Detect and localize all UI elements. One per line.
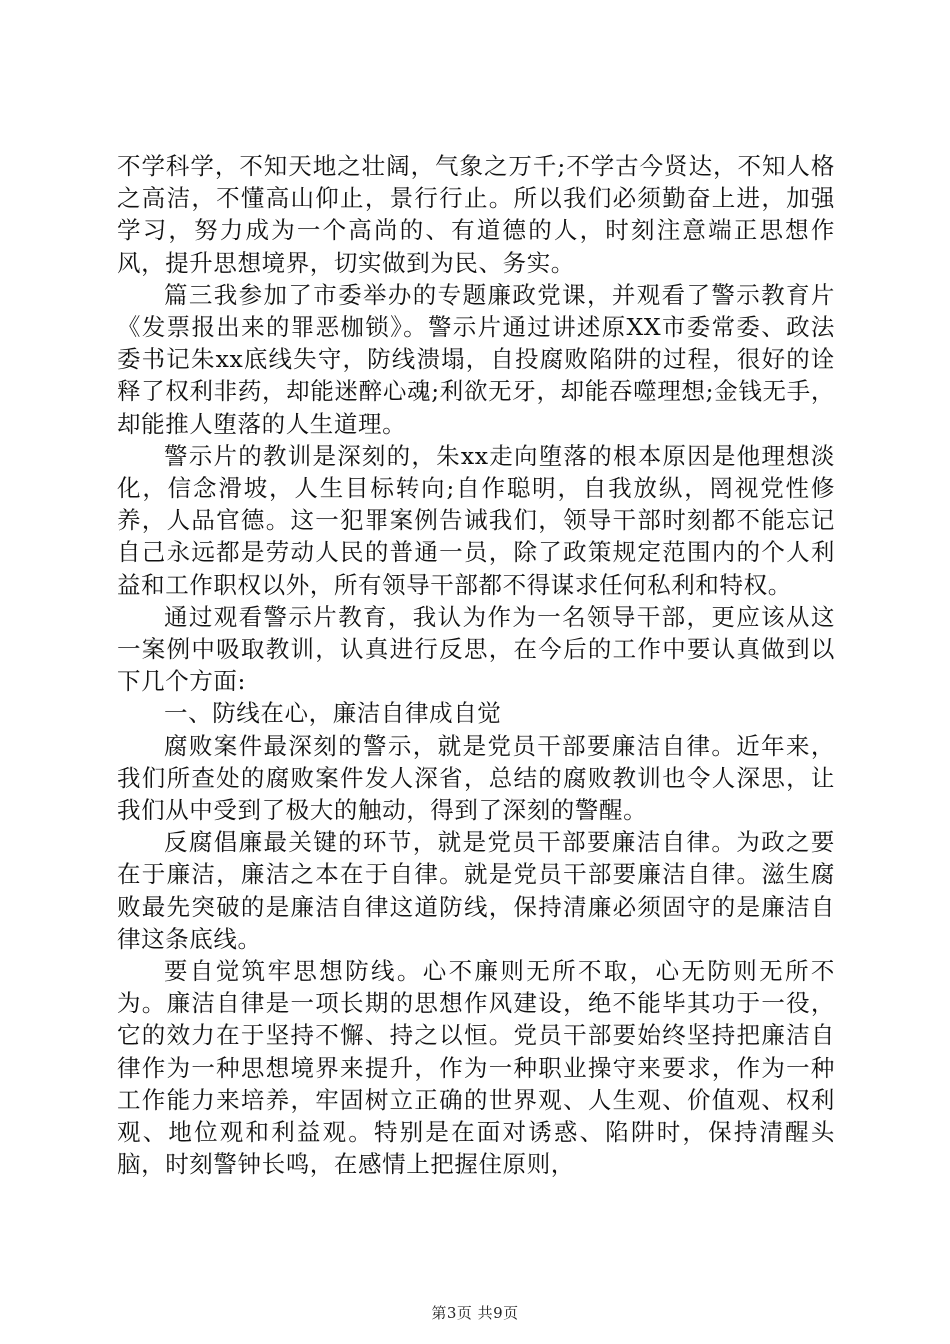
paragraph: 要自觉筑牢思想防线。心不廉则无所不取，心无防则无所不为。廉洁自律是一项长期的思想作风建设，绝不能毕其功于一役，它的效力在于坚持不懈、持之以恒。党员干部要始终坚持把廉洁自律作为一种思想境界来提升，作为一种职业操守来要求，作为一种工作能力来培养，牢固树立正确的世界观、人生观、价值观、权利观、地位观和利益观。特别是在面对诱惑、陷阱时，保持清醒头脑，时刻警钟长鸣，在感情上把握住原则， [117, 957, 835, 1179]
paragraph: 腐败案件最深刻的警示，就是党员干部要廉洁自律。近年来，我们所查处的腐败案件发人深省，总结的腐败教训也令人深思，让我们从中受到了极大的触动，得到了深刻的警醒。 [117, 731, 835, 825]
page-number: 第3页 共9页 [431, 1304, 519, 1322]
paragraph: 反腐倡廉最关键的环节，就是党员干部要廉洁自律。为政之要在于廉洁，廉洁之本在于自律。就是党员干部要廉洁自律。滋生腐败最先突破的是廉洁自律这道防线，保持清廉必须固守的是廉洁自律这条底线。 [117, 828, 835, 953]
section-heading: 一、防线在心，廉洁自律成自觉 [164, 699, 502, 728]
paragraph: 通过观看警示片教育，我认为作为一名领导干部，更应该从这一案例中吸取教训，认真进行反思，在今后的工作中要认真做到以下几个方面: [117, 602, 835, 696]
body-text [117, 150, 835, 1181]
paragraph: 篇三我参加了市委举办的专题廉政党课，并观看了警示教育片《发票报出来的罪恶枷锁》。警示片通过讲述原XX市委常委、政法委书记朱xx底线失守，防线溃塌，自投腐败陷阱的过程，很好的诠释了权利非药，却能迷醉心魂;利欲无牙，却能吞噬理想;金钱无手，却能推人堕落的人生道理。 [117, 280, 835, 438]
paragraph: 警示片的教训是深刻的，朱xx走向堕落的根本原因是他理想淡化，信念滑坡，人生目标转向;自作聪明，自我放纵，罔视党性修养，人品官德。这一犯罪案例告诫我们，领导干部时刻都不能忘记自己永远都是劳动人民的普通一员，除了政策规定范围内的个人利益和工作职权以外，所有领导干部都不得谋求任何私利和特权。 [117, 441, 835, 599]
paragraph: 不学科学，不知天地之壮阔，气象之万千;不学古今贤达，不知人格之高洁，不懂高山仰止，景行行止。所以我们必须勤奋上进，加强学习，努力成为一个高尚的、有道德的人，时刻注意端正思想作风，提升思想境界，切实做到为民、务实。 [117, 152, 835, 277]
